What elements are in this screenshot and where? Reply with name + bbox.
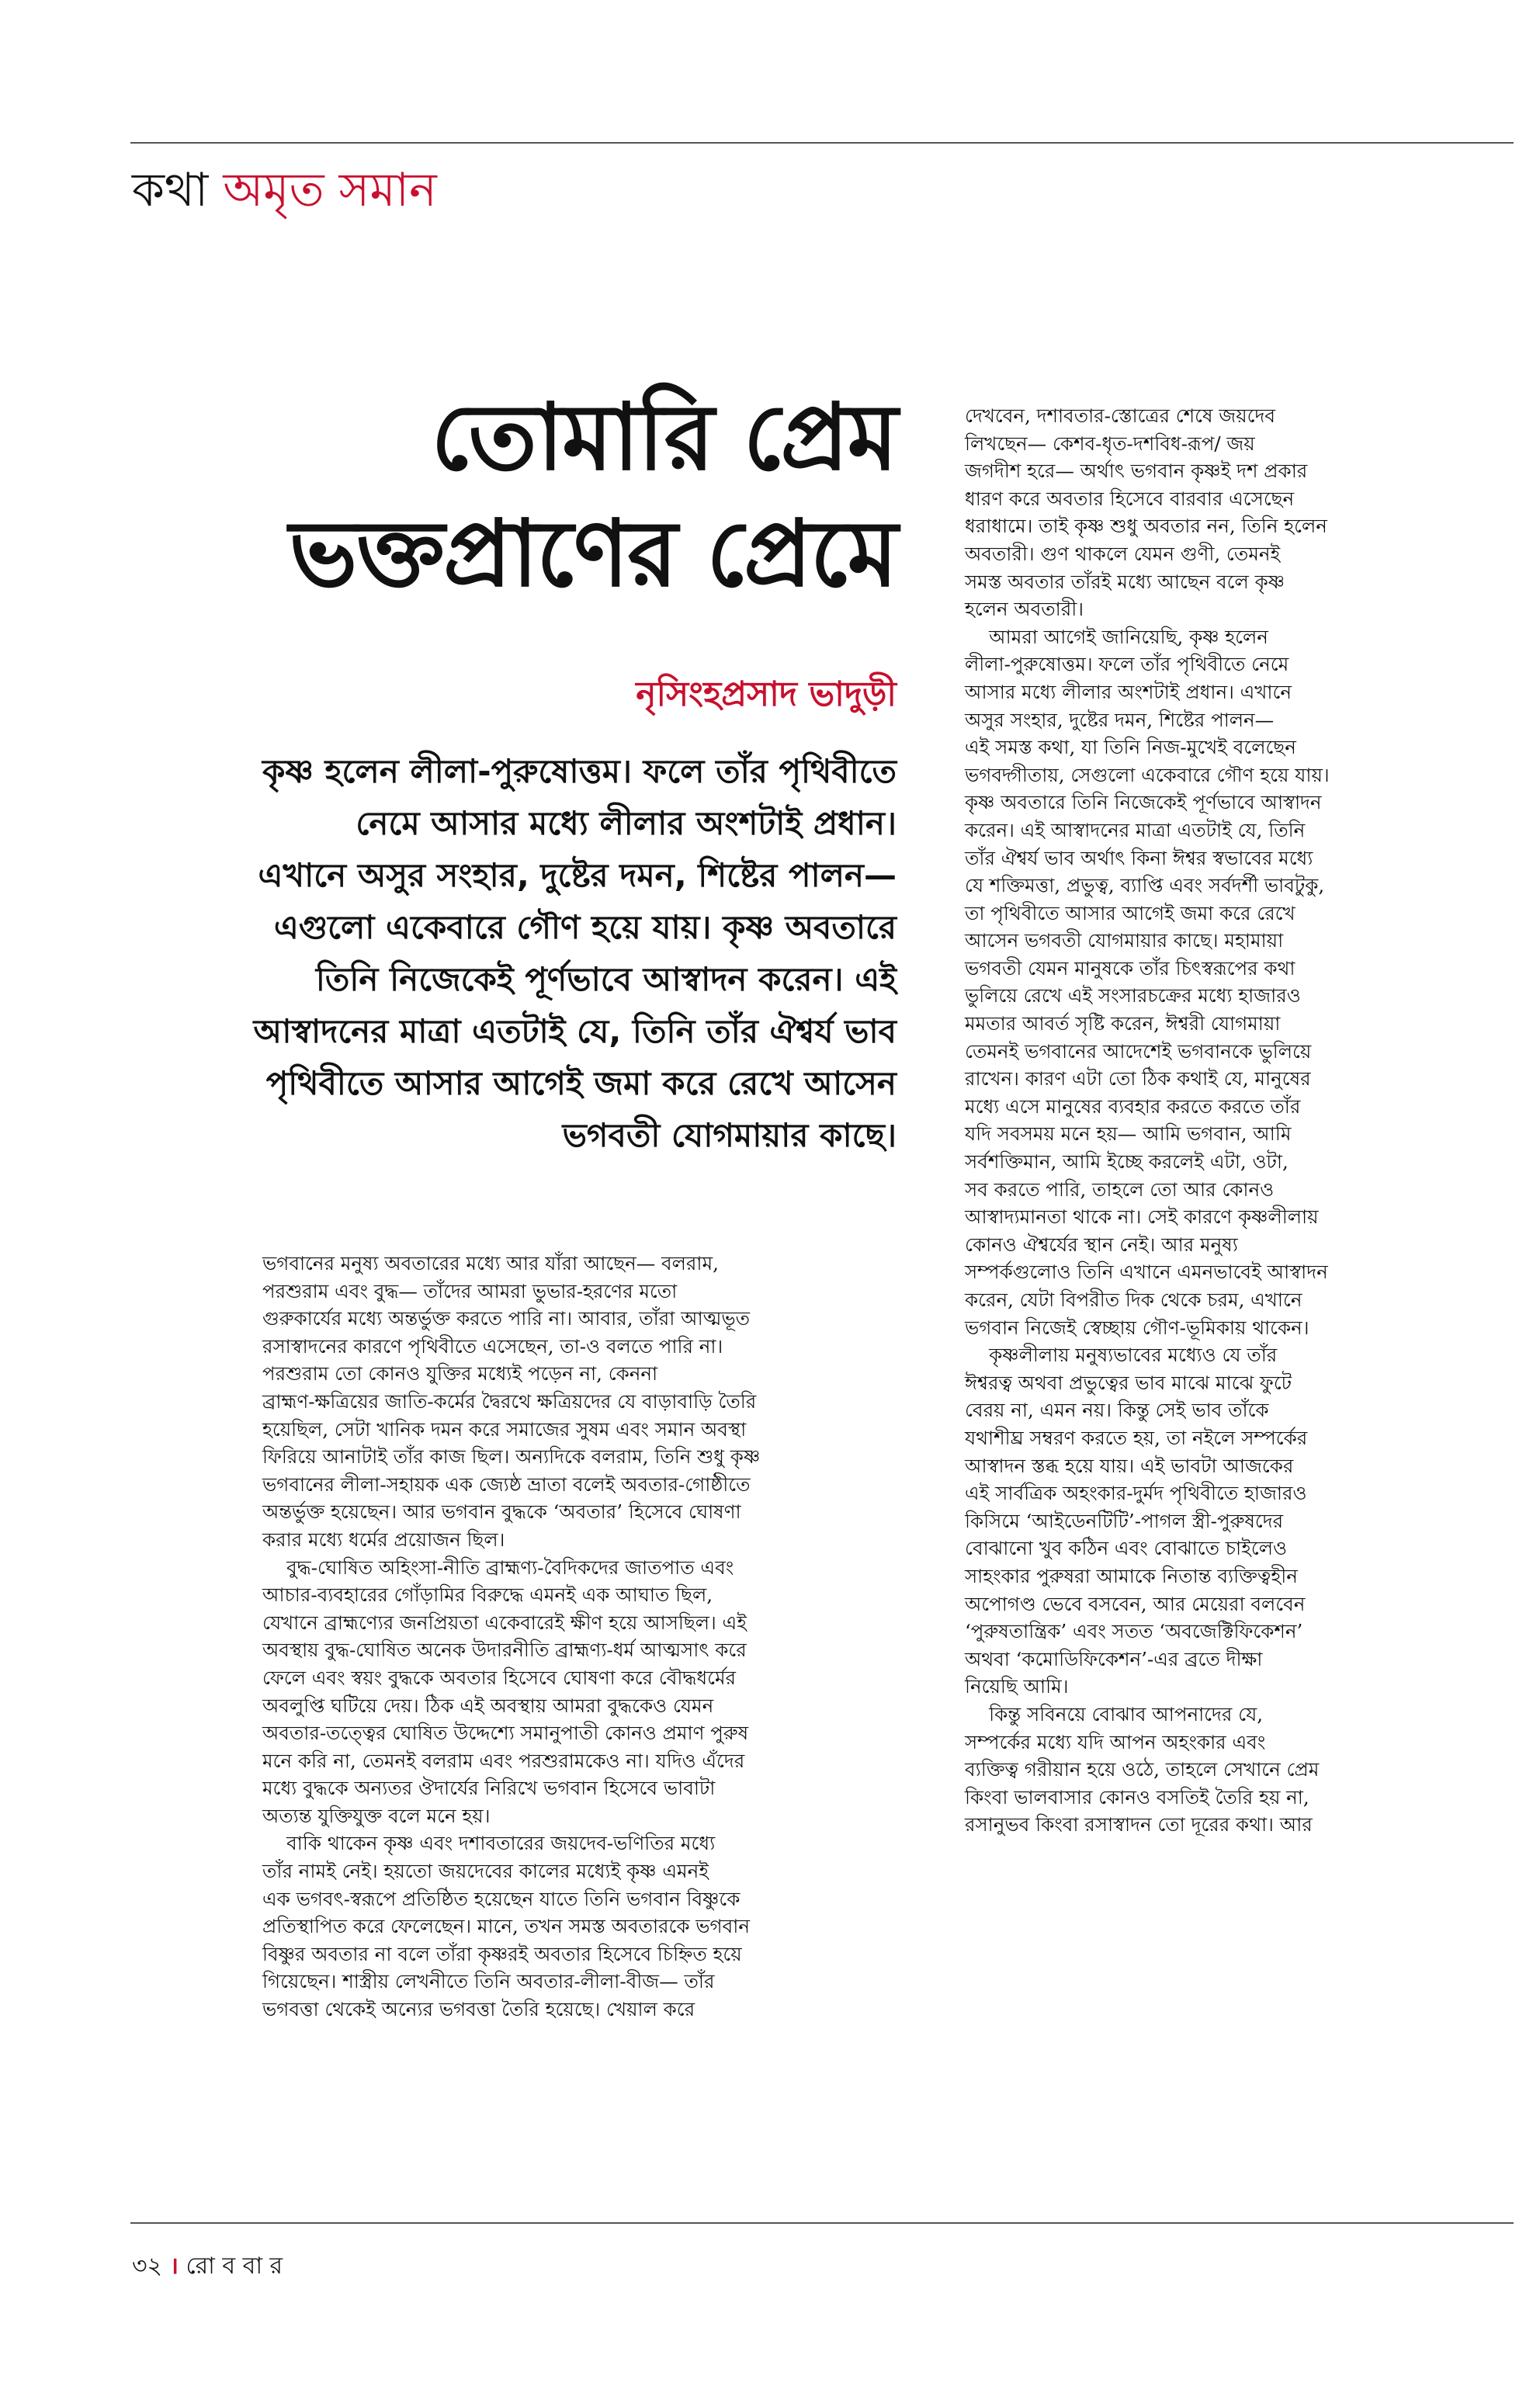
body-text-line: আমরা আগেই জানিয়েছি, কৃষ্ণ হলেন: [965, 625, 1268, 648]
headline-line: ভক্তপ্রাণের প্রেমে: [289, 500, 897, 607]
body-text-line: যথাশীঘ্র সম্বরণ করতে হয়, তা নইলে সম্পর্কের: [965, 1426, 1308, 1449]
body-text-line: আচার-ব্যবহারের গোঁড়ামির বিরুদ্ধে এমনই এক আঘাত ছিল,: [262, 1583, 713, 1607]
body-text-line: করেন। এই আস্বাদনের মাত্রা এতটাই যে, তিনি: [965, 818, 1306, 841]
body-text-line: সব করতে পারি, তাহলে তো আর কোনও: [965, 1177, 1275, 1201]
body-text-line: ভগবানের মনুষ্য অবতারের মধ্যে আর যাঁরা আছেন— বলরাম,: [262, 1252, 719, 1275]
body-text-line: মধ্যে এসে মানুষের ব্যবহার করতে করতে তাঁর: [965, 1094, 1301, 1118]
body-text-line: মমতার আবর্ত সৃষ্টি করেন, ঈশ্বরী যোগমায়া: [965, 1012, 1281, 1035]
body-text-line: অসুর সংহার, দুষ্টের দমন, শিষ্টের পালন—: [965, 708, 1275, 731]
body-text-line: এই সমস্ত কথা, যা তিনি নিজ-মুখেই বলেছেন: [965, 736, 1296, 759]
body-text-line: নিয়েছি আমি।: [965, 1675, 1069, 1698]
body-text-line: অপোগণ্ড ভেবে বসবেন, আর মেয়েরা বলবেন: [965, 1592, 1306, 1615]
body-text-line: এক ভগবৎ-স্বরূপে প্রতিষ্ঠিত হয়েছেন যাতে তিনি ভগবান বিষ্ণুকে: [262, 1887, 741, 1910]
article-headline: [132, 379, 897, 612]
body-text-line: পরশুরাম তো কোনও যুক্তির মধ্যেই পড়েন না, কেননা: [262, 1362, 658, 1386]
body-text-line: অন্তর্ভুক্ত হয়েছেন। আর ভগবান বুদ্ধকে ‘অবতার’ হিসেবে ঘোষণা: [262, 1500, 741, 1524]
standfirst-line: এগুলো একেবারে গৌণ হয়ে যায়। কৃষ্ণ অবতারে: [273, 908, 897, 946]
body-text-line: অথবা ‘কমোডিফিকেশন’-এর ব্রতে দীক্ষা: [965, 1647, 1263, 1670]
footer-separator: ।: [169, 2253, 179, 2280]
body-text-line: ভগবদ্গীতায়, সেগুলো একেবারে গৌণ হয়ে যায়।: [965, 763, 1330, 786]
body-text-line: ভগবান নিজেই স্বেচ্ছায় গৌণ-ভূমিকায় থাকেন।: [965, 1316, 1309, 1339]
body-text-line: ফেলে এবং স্বয়ং বুদ্ধকে অবতার হিসেবে ঘোষণা করে বৌদ্ধধর্মের: [262, 1666, 737, 1689]
body-text-line: জগদীশ হরে— অর্থাৎ ভগবান কৃষ্ণই দশ প্রকার: [965, 460, 1308, 483]
standfirst-line: তিনি নিজেকেই পূর্ণভাবে আস্বাদন করেন। এই: [315, 960, 897, 998]
body-text-line: আসার মধ্যে লীলার অংশটাই প্রধান। এখানে: [965, 680, 1292, 703]
body-text-line: পরশুরাম এবং বুদ্ধ— তাঁদের আমরা ভুভার-হরণের মতো: [262, 1279, 678, 1302]
body-text-line: গুরুকার্যের মধ্যে অন্তর্ভুক্ত করতে পারি না। আবার, তাঁরা আত্মভূত: [262, 1307, 750, 1330]
body-text-line: সম্পর্কের মধ্যে যদি আপন অহংকার এবং: [965, 1730, 1266, 1753]
body-text-line: করেন, যেটা বিপরীত দিক থেকে চরম, এখানে: [965, 1288, 1302, 1311]
body-text-line: লীলা-পুরুষোত্তম। ফলে তাঁর পৃথিবীতে নেমে: [965, 653, 1289, 676]
body-text-line: ভুলিয়ে রেখে এই সংসারচক্রের মধ্যে হাজারও: [965, 984, 1301, 1007]
body-text-line: সর্বশক্তিমান, আমি ইচ্ছে করলেই এটা, ওটা,: [965, 1150, 1289, 1174]
standfirst-line: ভগবতী যোগমায়ার কাছে।: [562, 1116, 897, 1154]
body-text-line: যেখানে ব্রাহ্মণ্যের জনপ্রিয়তা একেবারেই ক্ষীণ হয়ে আসছিল। এই: [262, 1611, 747, 1634]
body-text-line: অবস্থায় বুদ্ধ-ঘোষিত অনেক উদারনীতি ব্রাহ্মণ্য-ধর্ম আত্মসাৎ করে: [262, 1639, 747, 1662]
body-text-line: প্রতিস্থাপিত করে ফেলেছেন। মানে, তখন সমস্ত অবতারকে ভগবান: [262, 1915, 750, 1938]
page-number: ৩২: [132, 2253, 163, 2280]
body-text-line: যদি সবসময় মনে হয়— আমি ভগবান, আমি: [965, 1122, 1292, 1146]
body-text-line: লিখছেন— কেশব-ধৃত-দশবিধ-রূপ/ জয়: [965, 432, 1255, 455]
body-text-line: অবতারী। গুণ থাকলে যেমন গুণী, তেমনই: [965, 542, 1281, 565]
body-column-right: [965, 402, 1454, 1839]
body-text-line: ভগবানের লীলা-সহায়ক এক জ্যেষ্ঠ ভ্রাতা বলেই অবতার-গোষ্ঠীতে: [262, 1472, 751, 1496]
body-text-line: রসানুভব কিংবা রসাস্বাদন তো দূরের কথা। আর: [965, 1813, 1313, 1836]
body-text-line: সমস্ত অবতার তাঁরই মধ্যে আছেন বলে কৃষ্ণ: [965, 570, 1285, 593]
body-text-line: রাখেন। কারণ এটা তো ঠিক কথাই যে, মানুষের: [965, 1067, 1311, 1091]
body-text-line: বিষ্ণুর অবতার না বলে তাঁরা কৃষ্ণরই অবতার হিসেবে চিহ্নিত হয়ে: [262, 1942, 742, 1965]
body-text-line: ভগবত্তা থেকেই অন্যের ভগবত্তা তৈরি হয়েছে। খেয়াল করে: [262, 1998, 695, 2021]
body-column-left: [262, 1250, 883, 2024]
body-text-line: ‘পুরুষতান্ত্রিক’ এবং সতত ‘অবজেক্টিফিকেশন’: [965, 1620, 1303, 1643]
body-text-line: কৃষ্ণলীলায় মনুষ্যভাবের মধ্যেও যে তাঁর: [965, 1344, 1278, 1367]
body-text-line: সম্পর্কগুলোও তিনি এখানে এমনভাবেই আস্বাদন: [965, 1261, 1328, 1284]
body-text-line: কিংবা ভালবাসার কোনও বসতিই তৈরি হয় না,: [965, 1785, 1309, 1809]
body-text-line: তেমনই ভগবানের আদেশেই ভগবানকে ভুলিয়ে: [965, 1039, 1312, 1063]
body-text-line: ভগবতী যেমন মানুষকে তাঁর চিৎস্বরূপের কথা: [965, 956, 1295, 980]
body-text-line: বোঝানো খুব কঠিন এবং বোঝাতে চাইলেও: [965, 1537, 1288, 1560]
section-label: [132, 159, 437, 221]
body-text-line: ব্যক্তিত্ব গরীয়ান হয়ে ওঠে, তাহলে সেখানে প্রেম: [965, 1758, 1320, 1781]
body-text-line: হয়েছিল, সেটা খানিক দমন করে সমাজের সুষম এবং সমান অবস্থা: [262, 1417, 747, 1441]
body-text-line: মনে করি না, তেমনই বলরাম এবং পরশুরামকেও না। যদিও এঁদের: [262, 1749, 745, 1772]
body-text-line: আসেন ভগবতী যোগমায়ার কাছে। মহামায়া: [965, 929, 1284, 952]
body-text-line: কৃষ্ণ অবতারে তিনি নিজেকেই পূর্ণভাবে আস্বাদন: [965, 791, 1322, 814]
standfirst-line: নেমে আসার মধ্যে লীলার অংশটাই প্রধান।: [356, 804, 897, 842]
body-text-line: ধরাধামে। তাই কৃষ্ণ শুধু অবতার নন, তিনি হলেন: [965, 515, 1327, 538]
body-text-line: রসাস্বাদনের কারণে পৃথিবীতে এসেছেন, তা-ও বলতে পারি না।: [262, 1334, 723, 1358]
body-text-line: কিসিমে ‘আইডেনটিটি’-পাগল স্ত্রী-পুরুষদের: [965, 1509, 1284, 1532]
body-text-line: মধ্যে বুদ্ধকে অন্যতর ঔদার্যের নিরিখে ভগবান হিসেবে ভাবাটা: [262, 1777, 716, 1800]
standfirst-line: এখানে অসুর সংহার, দুষ্টের দমন, শিষ্টের পালন—: [258, 856, 897, 894]
magazine-name: রো ব বা র: [186, 2253, 283, 2280]
section-label-plain: কথা: [132, 163, 209, 217]
body-text-line: ধারণ করে অবতার হিসেবে বারবার এসেছেন: [965, 487, 1295, 510]
body-text-line: অত্যন্ত যুক্তিযুক্ত বলে মনে হয়।: [262, 1804, 491, 1827]
body-text-line: আস্বাদ্যমানতা থাকে না। সেই কারণে কৃষ্ণলীলায়: [965, 1205, 1319, 1229]
body-text-line: যে শক্তিমত্তা, প্রভুত্ব, ব্যাপ্তি এবং সর্বদর্শী ভাবটুকু,: [965, 874, 1325, 897]
body-text-line: ফিরিয়ে আনাটাই তাঁর কাজ ছিল। অন্যদিকে বলরাম, তিনি শুধু কৃষ্ণ: [262, 1445, 761, 1469]
author-byline: নৃসিংহপ্রসাদ ভাদুড়ী: [636, 675, 897, 714]
body-text-line: বাকি থাকেন কৃষ্ণ এবং দশাবতারের জয়দেব-ভণিতির মধ্যে: [262, 1832, 716, 1855]
body-text-line: বেরয় না, এমন নয়। কিন্তু সেই ভাব তাঁকে: [965, 1399, 1269, 1422]
body-text-line: হলেন অবতারী।: [965, 598, 1084, 621]
body-text-line: কিন্তু সবিনয়ে বোঝাব আপনাদের যে,: [965, 1702, 1264, 1725]
body-text-line: তা পৃথিবীতে আসার আগেই জমা করে রেখে: [965, 901, 1295, 924]
body-text-line: করার মধ্যে ধর্মের প্রয়োজন ছিল।: [262, 1528, 505, 1551]
section-label-accent: অমৃত সমান: [223, 163, 437, 217]
standfirst: [132, 745, 897, 1161]
body-text-line: এই সার্বত্রিক অহংকার-দুর্মদ পৃথিবীতে হাজারও: [965, 1482, 1307, 1505]
body-text-line: ব্রাহ্মণ-ক্ষত্রিয়ের জাতি-কর্মের দ্বৈরথে ক্ষত্রিয়দের যে বাড়াবাড়ি তৈরি: [262, 1389, 757, 1413]
standfirst-line: পৃথিবীতে আসার আগেই জমা করে রেখে আসেন: [265, 1064, 897, 1102]
body-text-line: কোনও ঐশ্বর্যের স্থান নেই। আর মনুষ্য: [965, 1233, 1238, 1256]
body-text-line: সাহংকার পুরুষরা আমাকে নিতান্ত ব্যক্তিত্বহীন: [965, 1564, 1298, 1587]
body-text-line: অবতার-তত্ত্বের ঘোষিত উদ্দেশ্যে সমানুপাতী কোনও প্রমাণ পুরুষ: [262, 1722, 749, 1745]
bottom-rule: [130, 2222, 1514, 2224]
headline-line: তোমারি প্রেম: [431, 383, 897, 491]
body-text-line: গিয়েছেন। শাস্ত্রীয় লেখনীতে তিনি অবতার-লীলা-বীজ— তাঁর: [262, 1970, 715, 1993]
body-text-line: তাঁর নামই নেই। হয়তো জয়দেবের কালের মধ্যেই কৃষ্ণ এমনই: [262, 1860, 709, 1883]
body-text-line: আস্বাদন স্তব্ধ হয়ে যায়। এই ভাবটা আজকের: [965, 1454, 1294, 1477]
top-rule: [130, 142, 1514, 144]
body-text-line: বুদ্ধ-ঘোষিত অহিংসা-নীতি ব্রাহ্মণ্য-বৈদিকদের জাতপাত এবং: [262, 1555, 734, 1579]
body-text-line: তাঁর ঐশ্বর্য ভাব অর্থাৎ কিনা ঈশ্বর স্বভাবের মধ্যে: [965, 846, 1313, 869]
standfirst-line: আস্বাদনের মাত্রা এতটাই যে, তিনি তাঁর ঐশ্বর্য ভাব: [253, 1012, 897, 1050]
body-text-line: অবলুপ্তি ঘটিয়ে দেয়। ঠিক এই অবস্থায় আমরা বুদ্ধকেও যেমন: [262, 1694, 714, 1717]
body-text-line: দেখবেন, দশাবতার-স্তোত্রের শেষে জয়দেব: [965, 404, 1275, 427]
page-footer: [132, 2249, 283, 2284]
standfirst-line: কৃষ্ণ হলেন লীলা-পুরুষোত্তম। ফলে তাঁর পৃথিবীতে: [262, 752, 897, 790]
body-text-line: ঈশ্বরত্ব অথবা প্রভুত্বের ভাব মাঝে মাঝে ফুটে: [965, 1371, 1292, 1394]
